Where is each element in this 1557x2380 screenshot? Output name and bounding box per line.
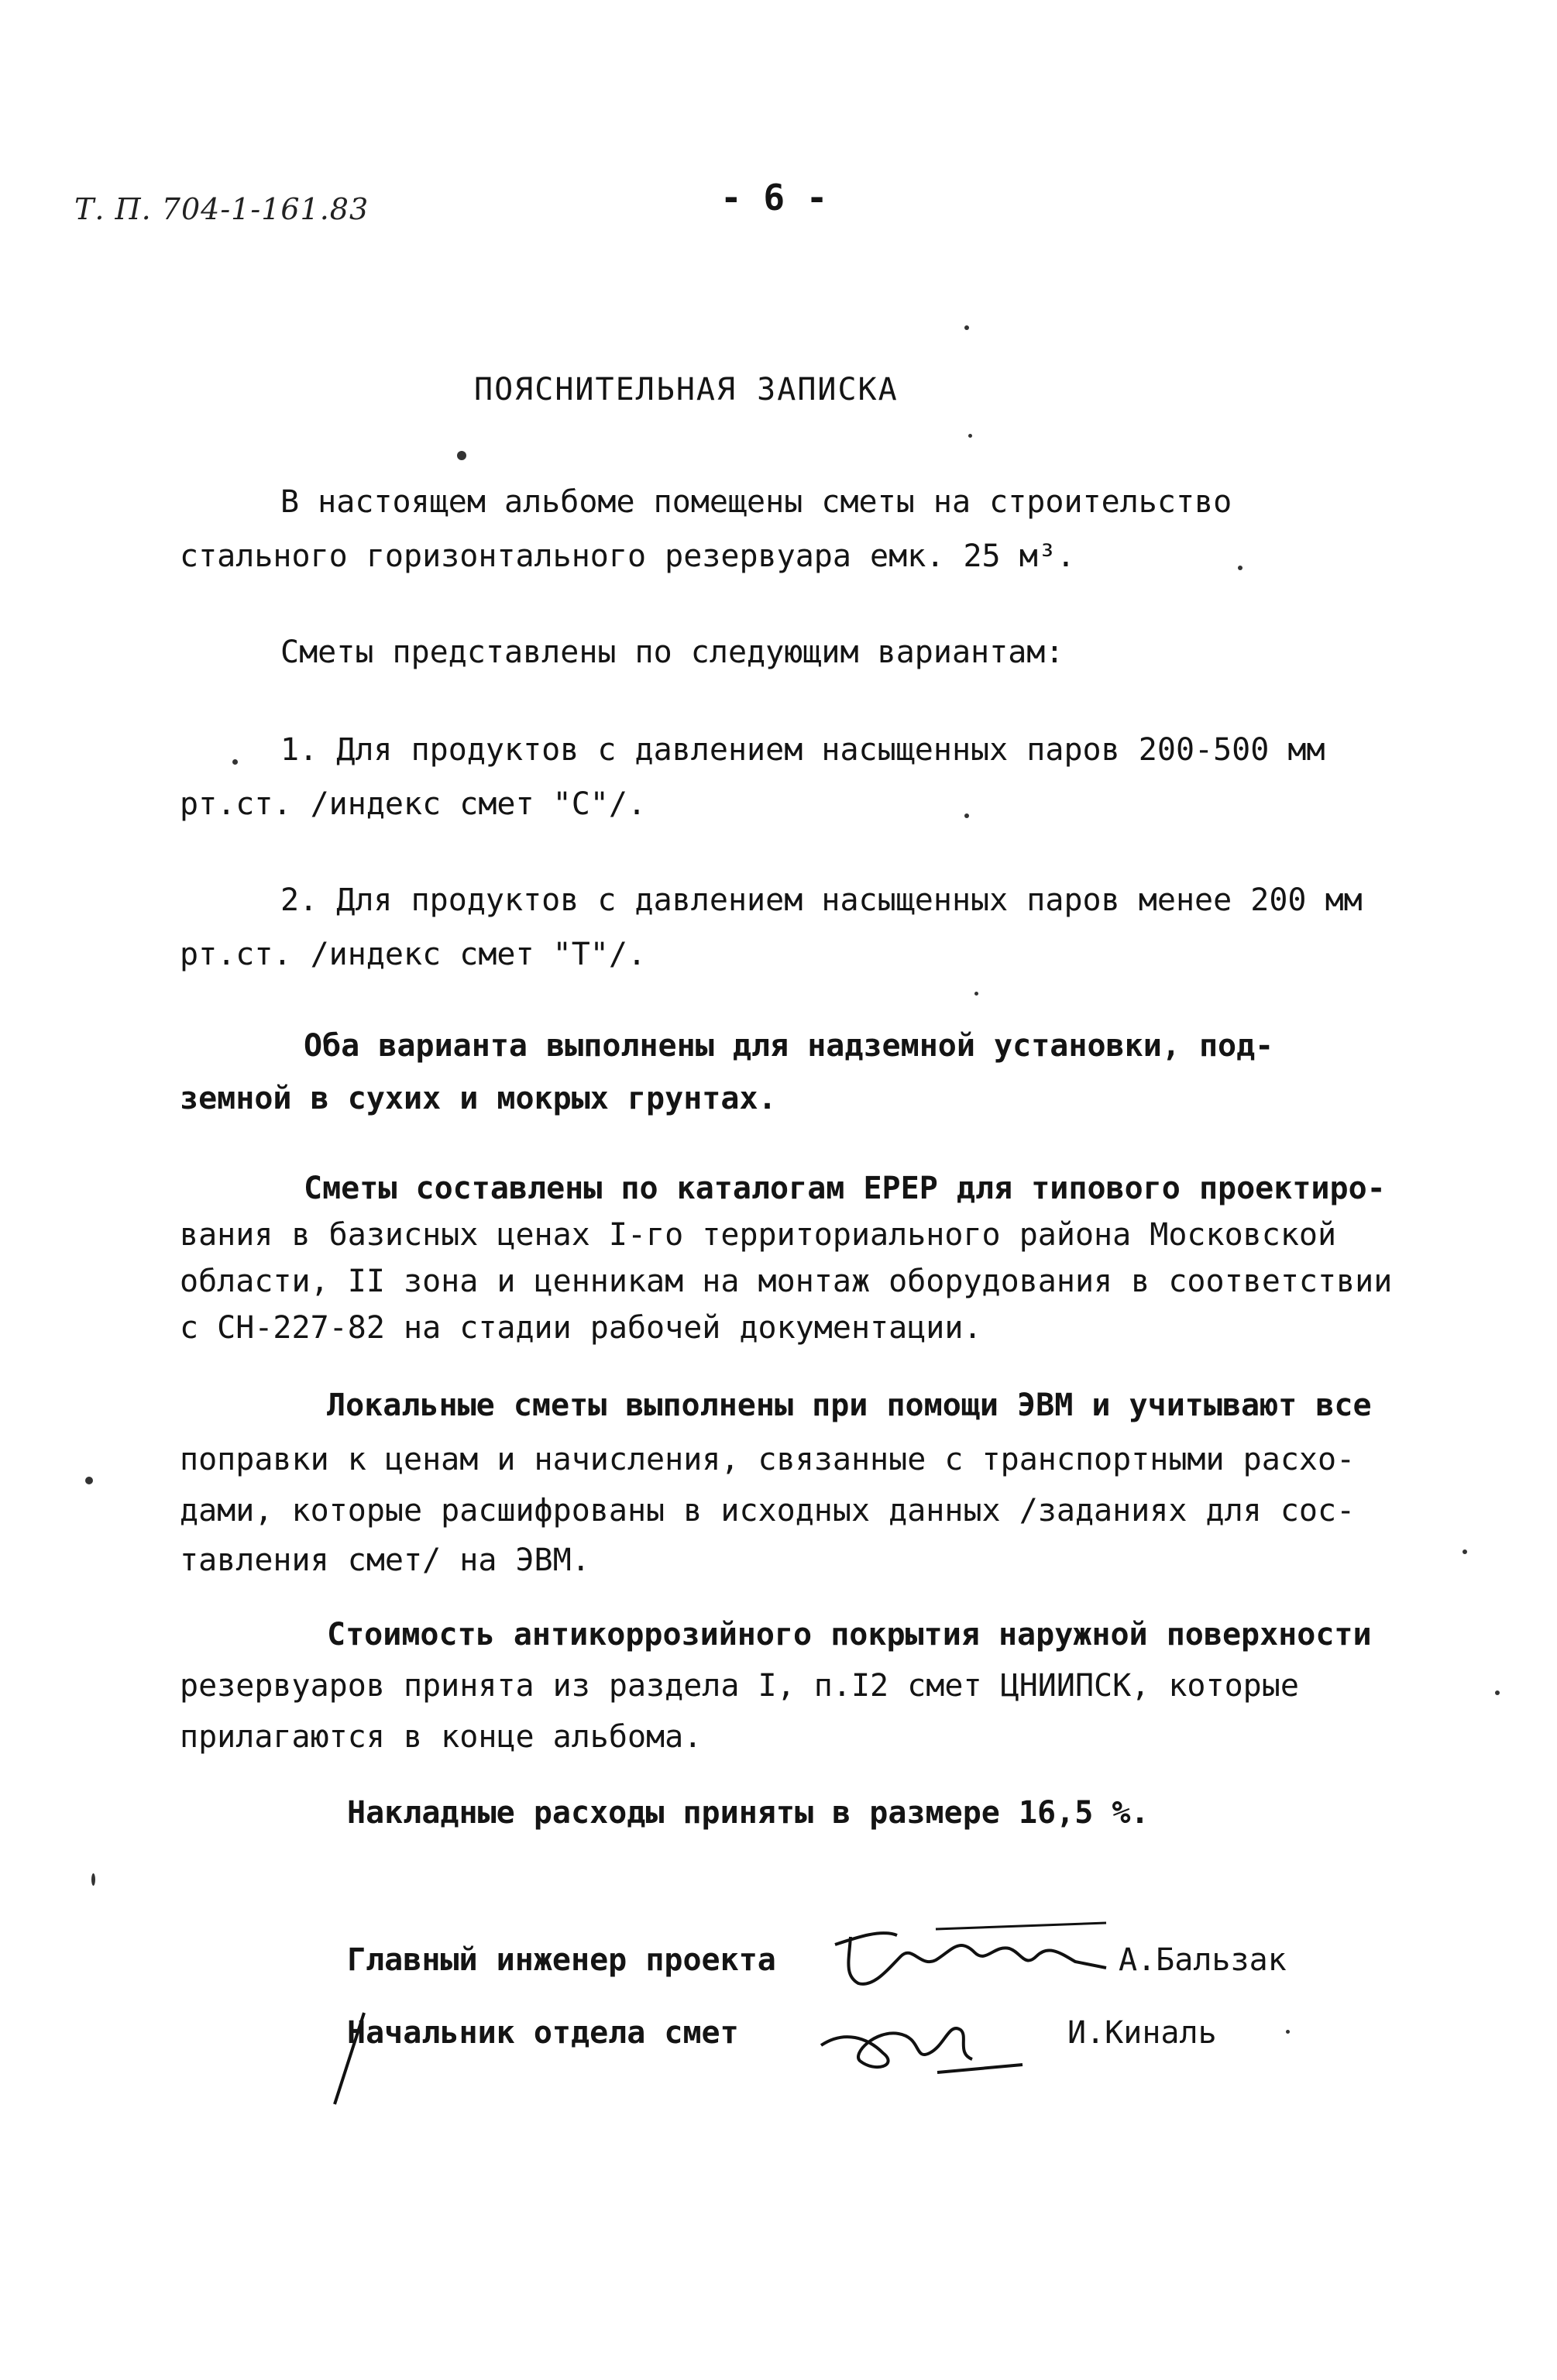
p5-line-2: земной в сухих и мокрых грунтах. [180,1081,777,1116]
scan-speck [457,451,466,460]
p1-line-2: стального горизонтального резервуара емк. 25 м³. [180,538,1075,574]
scan-speck [964,813,969,818]
scan-speck [1462,1549,1467,1554]
scan-speck [85,1477,93,1484]
chief-engineer-signature [827,1914,1122,1999]
p7-line-2: поправки к ценам и начисления, связанные с транспортными расхо- [180,1442,1356,1477]
p4-line-1: 2. Для продуктов с давлением насыщенных паров менее 200 мм [280,882,1363,918]
p6-line-2: вания в базисных ценах I-го территориального района Московской [180,1217,1337,1253]
p8-line-1: Стоимость антикоррозийного покрытия наружной поверхности [327,1617,1372,1653]
document-title: ПОЯСНИТЕЛЬНАЯ ЗАПИСКА [474,372,899,408]
chief-engineer-label: Главный инженер проекта [347,1942,776,1978]
dept-head-name: И.Киналь [1067,2015,1217,2051]
p5-line-1: Оба варианта выполнены для надземной установки, под- [304,1028,1274,1064]
chief-engineer-name: А.Бальзак [1119,1942,1287,1978]
p6-line-3: области, II зона и ценникам на монтаж оборудования в соответствии [180,1264,1393,1299]
scan-speck [974,992,978,996]
p2-line-1: Сметы представлены по следующим вариантам: [280,635,1064,670]
p4-line-2: рт.ст. /индекс смет "Т"/. [180,937,647,972]
p6-line-4: с СН-227-82 на стадии рабочей документации. [180,1310,982,1346]
document-code: Т. П. 704-1-161.83 [74,192,369,226]
p7-line-3: дами, которые расшифрованы в исходных данных /заданиях для сос- [180,1493,1356,1529]
scan-speck [1286,2030,1290,2034]
p6-line-1: Сметы составлены по каталогам ЕРЕР для типового проектиро- [304,1171,1386,1206]
p3-line-2: рт.ст. /индекс смет "С"/. [180,786,647,822]
p7-line-4: тавления смет/ на ЭВМ. [180,1543,590,1578]
scan-speck [91,1873,95,1886]
p9-line-1: Накладные расходы приняты в размере 16,5 %. [347,1795,1150,1831]
scan-speck [232,759,238,765]
dept-head-label: Начальник отдела смет [347,2015,739,2051]
scan-speck [964,325,969,330]
p3-line-1: 1. Для продуктов с давлением насыщенных паров 200-500 мм [280,732,1325,768]
scan-speck [1238,566,1243,570]
page-number: - 6 - [720,177,828,218]
p8-line-3: прилагаются в конце альбома. [180,1719,703,1755]
scan-speck [968,434,972,438]
p1-line-1: В настоящем альбоме помещены сметы на строительство [280,484,1232,520]
scan-speck [1495,1690,1500,1695]
dept-head-signature [813,1999,1046,2092]
p8-line-2: резервуаров принята из раздела I, п.I2 смет ЦНИИПСК, которые [180,1668,1299,1704]
p7-line-1: Локальные сметы выполнены при помощи ЭВМ и учитывают все [327,1388,1372,1423]
